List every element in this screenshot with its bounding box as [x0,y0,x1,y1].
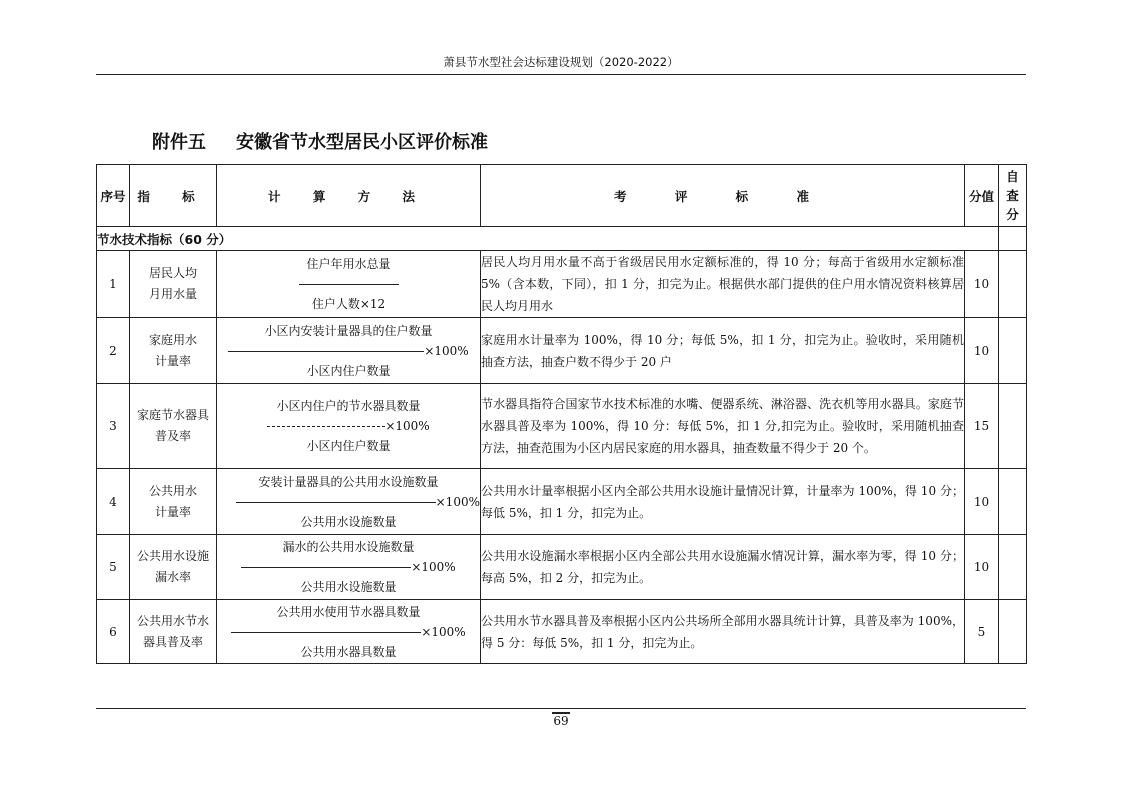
formula-cell [217,384,481,469]
criteria-text: 公共用水节水器具普及率根据小区内公共场所全部用水器具统计计算，具普及率为 100%，得 5 分：每低 5%，扣 1 分，扣完为止。 [481,600,965,664]
formula-percent: ×100% [421,624,466,639]
title-main: 安徽省节水型居民小区评价标准 [236,132,488,153]
row-number: 4 [97,469,130,535]
row-number: 3 [97,384,130,469]
formula-percent: ×100% [424,343,469,358]
score-value: 10 [965,251,999,318]
criteria-text: 公共用水计量率根据小区内全部公共用水设施计量情况计算，计量率为 100%，得 10 分；每低 5%，扣 1 分，扣完为止。 [481,469,965,535]
header-self-char: 自 [1006,169,1019,184]
indicator-line: 公共用水 [148,483,197,498]
formula-denominator: 公共用水设施数量 [300,580,397,594]
self-score-cell [999,469,1027,535]
formula-percent: ×100% [385,419,430,433]
criteria-text: 居民人均月用水量不高于省级居民用水定额标准的，得 10 分；每高于省级用水定额标准 5%（含本数，下同），扣 1 分，扣完为止。根据供水部门提供的住户用水情况资料核算居民人均月用水 [481,251,965,318]
section-row [97,227,1027,251]
formula-denominator: 小区内住户数量 [306,363,391,378]
indicator-line: 计量率 [154,353,191,368]
indicator-line: 公共用水节水 [136,613,209,628]
formula-numerator: 小区内住户的节水器具数量 [276,399,421,413]
indicator-line: 家庭节水器具 [136,408,209,422]
header-self-char: 分 [1006,207,1019,222]
table-row [97,600,1027,664]
self-score-cell [999,318,1027,384]
row-number: 6 [97,600,130,664]
fraction-bar [267,426,385,427]
formula-percent: ×100% [411,560,456,574]
self-score-cell [999,251,1027,318]
row-number: 1 [97,251,130,318]
indicator-cell [130,469,217,535]
header-no: 序号 [97,165,130,227]
indicator-cell [130,318,217,384]
formula-numerator: 公共用水使用节水器具数量 [276,604,421,619]
fraction-bar [299,284,399,285]
score-value: 5 [965,600,999,664]
indicator-line: 月用水量 [148,287,197,301]
formula-cell [217,318,481,384]
formula-cell [217,535,481,600]
row-number: 5 [97,535,130,600]
section-label: 节水技术指标（60 分） [97,227,999,251]
formula-numerator: 安装计量器具的公共用水设施数量 [258,474,439,489]
fraction-bar [231,632,421,633]
indicator-line: 家庭用水 [148,332,197,347]
formula-cell [217,251,481,318]
header-method: 计 算 方 法 [217,165,481,227]
fraction-bar [236,502,436,503]
header-score: 分值 [965,165,999,227]
table-header-row [97,165,1027,227]
score-value: 15 [965,384,999,469]
self-score-cell [999,227,1027,251]
indicator-cell [130,251,217,318]
indicator-line: 漏水率 [154,570,191,584]
self-score-cell [999,535,1027,600]
row-number: 2 [97,318,130,384]
footer-rule [96,708,1026,709]
formula-denominator: 公共用水器具数量 [300,644,397,659]
fraction-bar [228,351,424,352]
table-row [97,318,1027,384]
score-value: 10 [965,318,999,384]
document-title [152,128,488,154]
indicator-line: 普及率 [154,429,191,443]
formula-numerator: 住户年用水总量 [306,257,391,271]
table-row [97,535,1027,600]
table-row [97,251,1027,318]
indicator-line: 公共用水设施 [136,549,209,563]
formula-numerator: 小区内安装计量器具的住户数量 [264,323,433,338]
page-number: 69 [553,714,569,728]
criteria-text: 公共用水设施漏水率根据小区内全部公共用水设施漏水情况计算，漏水率为零，得 10 分；每高 5%，扣 2 分，扣完为止。 [481,535,965,600]
criteria-text: 节水器具指符合国家节水技术标准的水嘴、便器系统、淋浴器、洗衣机等用水器具。家庭节水器具普及率为 100%，得 10 分：每低 5%，扣 1 分,扣完为止。验收时，采用随机抽查方法，抽查范围为小区内居民家庭的用水器具，抽查数量不得少于 20 个。 [481,384,965,469]
formula-denominator: 公共用水设施数量 [300,514,397,529]
evaluation-criteria-table [96,164,1027,664]
score-value: 10 [965,535,999,600]
indicator-line: 器具普及率 [142,634,203,649]
formula-denominator: 住户人数×12 [311,297,386,311]
self-score-cell [999,384,1027,469]
fraction-bar [241,567,411,568]
indicator-line: 居民人均 [148,266,197,280]
header-self-char: 查 [1006,188,1019,203]
header-self-score [999,165,1027,227]
indicator-cell [130,535,217,600]
header-criteria: 考 评 标 准 [481,165,965,227]
indicator-line: 计量率 [154,504,191,519]
indicator-cell [130,600,217,664]
criteria-text: 家庭用水计量率为 100%，得 10 分；每低 5%，扣 1 分，扣完为止。验收时，采用随机抽查方法，抽查户数不得少于 20 户 [481,318,965,384]
formula-denominator: 小区内住户数量 [306,439,391,453]
score-value: 10 [965,469,999,535]
formula-percent: ×100% [435,494,480,509]
header-indicator: 指 标 [130,165,217,227]
formula-numerator: 漏水的公共用水设施数量 [282,540,415,554]
title-prefix: 附件五 [152,132,206,153]
running-header-title: 萧县节水型社会达标建设规划（2020-2022） [443,55,679,69]
table-row [97,384,1027,469]
self-score-cell [999,600,1027,664]
page-number-area [96,714,1026,728]
formula-cell [217,469,481,535]
formula-cell [217,600,481,664]
indicator-cell [130,384,217,469]
table-row [97,469,1027,535]
header-rule [96,74,1026,75]
